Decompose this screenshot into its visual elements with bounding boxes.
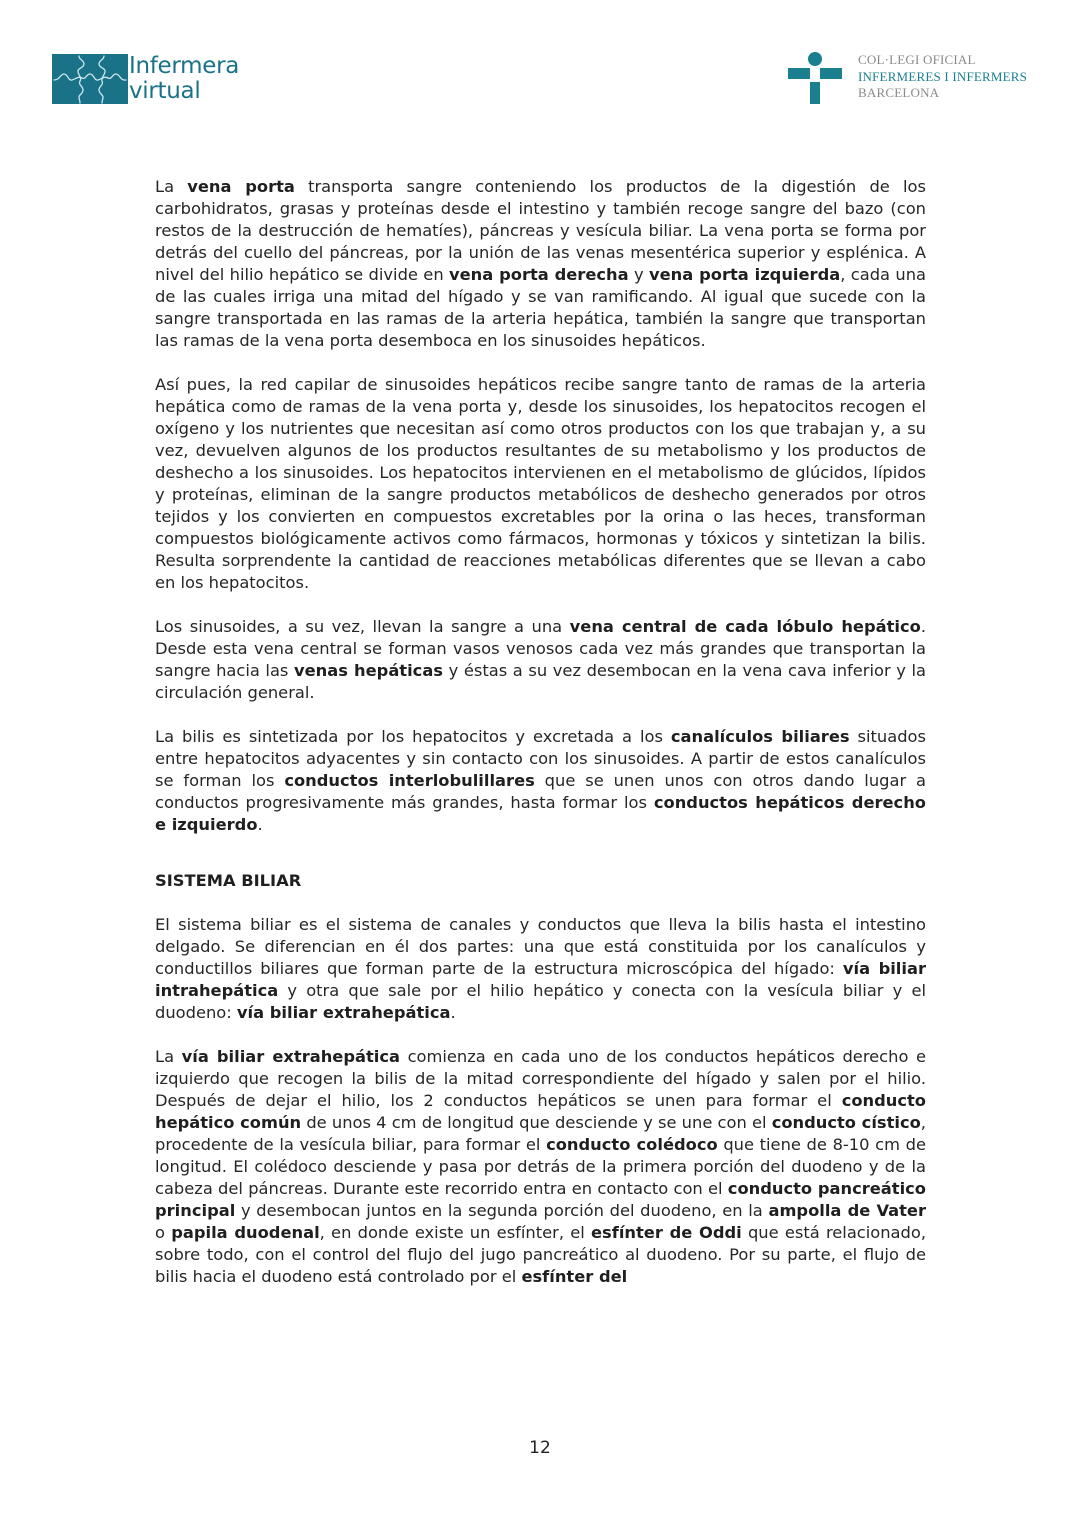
bold-term: esfínter de Oddi [591, 1223, 742, 1242]
logo-wordmark [129, 54, 239, 104]
intro-paragraphs [155, 176, 926, 836]
bold-term: vía biliar extrahepática [236, 1003, 451, 1022]
paragraph: La vena porta transporta sangre conteniendo los productos de la digestión de los carbohidratos, grasas y proteínas desde el intestino y también recoge sangre del bazo (con restos de la destrucción de hematíes), páncreas y vesícula biliar. La vena porta se forma por detrás del cuello del páncreas, por la unión de las venas mesentérica superior y esplénica. A nivel del hilio hepático se divide en vena porta derecha y vena porta izquierda, cada una de las cuales irriga una mitad del hígado y se van ramificando. Al igual que sucede con la sangre transportada en las ramas de la arteria hepática, también la sangre que transportan las ramas de la vena porta desemboca en los sinusoides hepáticos. [155, 177, 926, 350]
paragraph: Los sinusoides, a su vez, llevan la sangre a una vena central de cada lóbulo hepático. Desde esta vena central se forman vasos venosos cada vez más grandes que transportan la sangre hacia las venas hepáticas y éstas a su vez desembocan en la vena cava inferior y la circulación general. [155, 617, 927, 702]
page-number: 12 [529, 1438, 551, 1458]
coib-wordmark [858, 52, 1027, 102]
bold-term: ampolla de Vater [768, 1201, 926, 1220]
bold-term: venas hepáticas [294, 661, 444, 680]
section-title: SISTEMA BILIAR [155, 871, 302, 890]
puzzle-icon [52, 54, 128, 104]
paragraph: La vía biliar extrahepática comienza en cada uno de los conductos hepáticos derecho e izquierdo que recogen la bilis de la mitad correspondiente del hígado y salen por el hilio. Después de dejar el hilio, los 2 conductos hepáticos se unen para formar el conducto hepático común de unos 4 cm de longitud que desciende y se une con el conducto cístico, procedente de la vesícula biliar, para formar el conducto colédoco que tiene de 8-10 cm de longitud. El colédoco desciende y pasa por detrás de la primera porción del duodeno y de la cabeza del páncreas. Durante este recorrido entra en contacto con el conducto pancreático principal y desembocan juntos en la segunda porción del duodeno, en la ampolla de Vater o papila duodenal, en donde existe un esfínter, el esfínter de Oddi que está relacionado, sobre todo, con el control del flujo del jugo pancreático al duodeno. Por su parte, el flujo de bilis hacia el duodeno está controlado por el esfínter del [155, 1047, 927, 1286]
paragraph: El sistema biliar es el sistema de canales y conductos que lleva la bilis hasta el intestino delgado. Se diferencian en él dos partes: una que está constituida por los canalículos y conductillos biliares que forman parte de la estructura microscópica del hígado: vía biliar intrahepática y otra que sale por el hilio hepático y conecta con la vesícula biliar y el duodeno: vía biliar extrahepática. [155, 915, 926, 1022]
bold-term: conducto pancreático principal [155, 1179, 926, 1220]
coib-line-1: COL·LEGI OFICIAL [858, 52, 976, 67]
logo-line-1: Infermera [129, 53, 240, 79]
coib-line-3: BARCELONA [858, 85, 940, 100]
logo-line-2: virtual [129, 78, 201, 104]
bold-term: papila duodenal [171, 1223, 320, 1242]
bold-term: conductos hepáticos derecho e izquierdo [155, 793, 926, 834]
bold-term: vena porta derecha [449, 265, 629, 284]
paragraph: La bilis es sintetizada por los hepatocitos y excretada a los canalículos biliares situados entre hepatocitos adyacentes y sin contacto con los sinusoides. A partir de estos canalículos se forman los conductos interlobulillares que se unen unos con otros dando lugar a conductos progresivamente más grandes, hasta formar los conductos hepáticos derecho e izquierdo. [155, 727, 927, 834]
page-header [0, 0, 1080, 130]
bold-term: conducto colédoco [546, 1135, 718, 1154]
bold-term: canalículos biliares [670, 727, 850, 746]
bold-term: vía biliar intrahepática [155, 959, 926, 1000]
bold-term: vena porta [187, 177, 295, 196]
paragraph: Así pues, la red capilar de sinusoides hepáticos recibe sangre tanto de ramas de la arteria hepática como de ramas de la vena porta y, desde los sinusoides, los hepatocitos recogen el oxígeno y los nutrientes que necesitan así como otros productos con los que trabajan y, a su vez, devuelven algunos de los productos resultantes de su metabolismo y los productos de deshecho a los sinusoides. Los hepatocitos intervienen en el metabolismo de glúcidos, lípidos y proteínas, eliminan de la sangre productos metabólicos de deshecho generados por otros tejidos y los convierten en compuestos excretables por la orina o las heces, transforman compuestos biológicamente activos como fármacos, hormonas y tóxicos y sintetizan la bilis. Resulta sorprendente la cantidad de reacciones metabólicas diferentes que se llevan a cabo en los hepatocitos. [155, 375, 926, 592]
coib-logo [788, 52, 1027, 104]
infermera-virtual-logo [52, 54, 239, 104]
document-body [155, 176, 926, 1310]
bold-term: vena central de cada lóbulo hepático [569, 617, 921, 636]
bold-term: esfínter del [521, 1267, 628, 1286]
bold-term: vena porta izquierda [649, 265, 841, 284]
bold-term: conducto hepático común [155, 1091, 926, 1132]
coib-line-2: INFERMERES I INFERMERS [858, 68, 1028, 84]
bold-term: conducto cístico [771, 1113, 921, 1132]
bold-term: vía biliar extrahepática [181, 1047, 400, 1066]
nursing-cross-icon [788, 52, 842, 104]
section-paragraphs [155, 914, 926, 1288]
bold-term: conductos interlobulillares [284, 771, 535, 790]
